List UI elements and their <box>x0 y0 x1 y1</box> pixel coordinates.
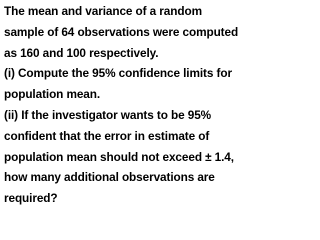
part-i-text-line: population mean. <box>4 87 101 102</box>
part-ii-text-line: how many additional observations are <box>4 170 215 185</box>
question-text-line: The mean and variance of a random <box>4 4 202 18</box>
part-ii-text-line: confident that the error in estimate of <box>4 128 210 143</box>
question-text-line: as 160 and 100 respectively. <box>4 45 159 60</box>
part-ii-text-line: (ii) If the investigator wants to be 95% <box>4 107 212 122</box>
part-i-text-line: (i) Compute the 95% confidence limits for <box>4 66 232 81</box>
question-text-line: sample of 64 observations were computed <box>4 24 239 39</box>
part-ii-text-line: population mean should not exceed ± 1.4, <box>4 149 234 164</box>
part-ii-text-line: required? <box>4 191 58 206</box>
